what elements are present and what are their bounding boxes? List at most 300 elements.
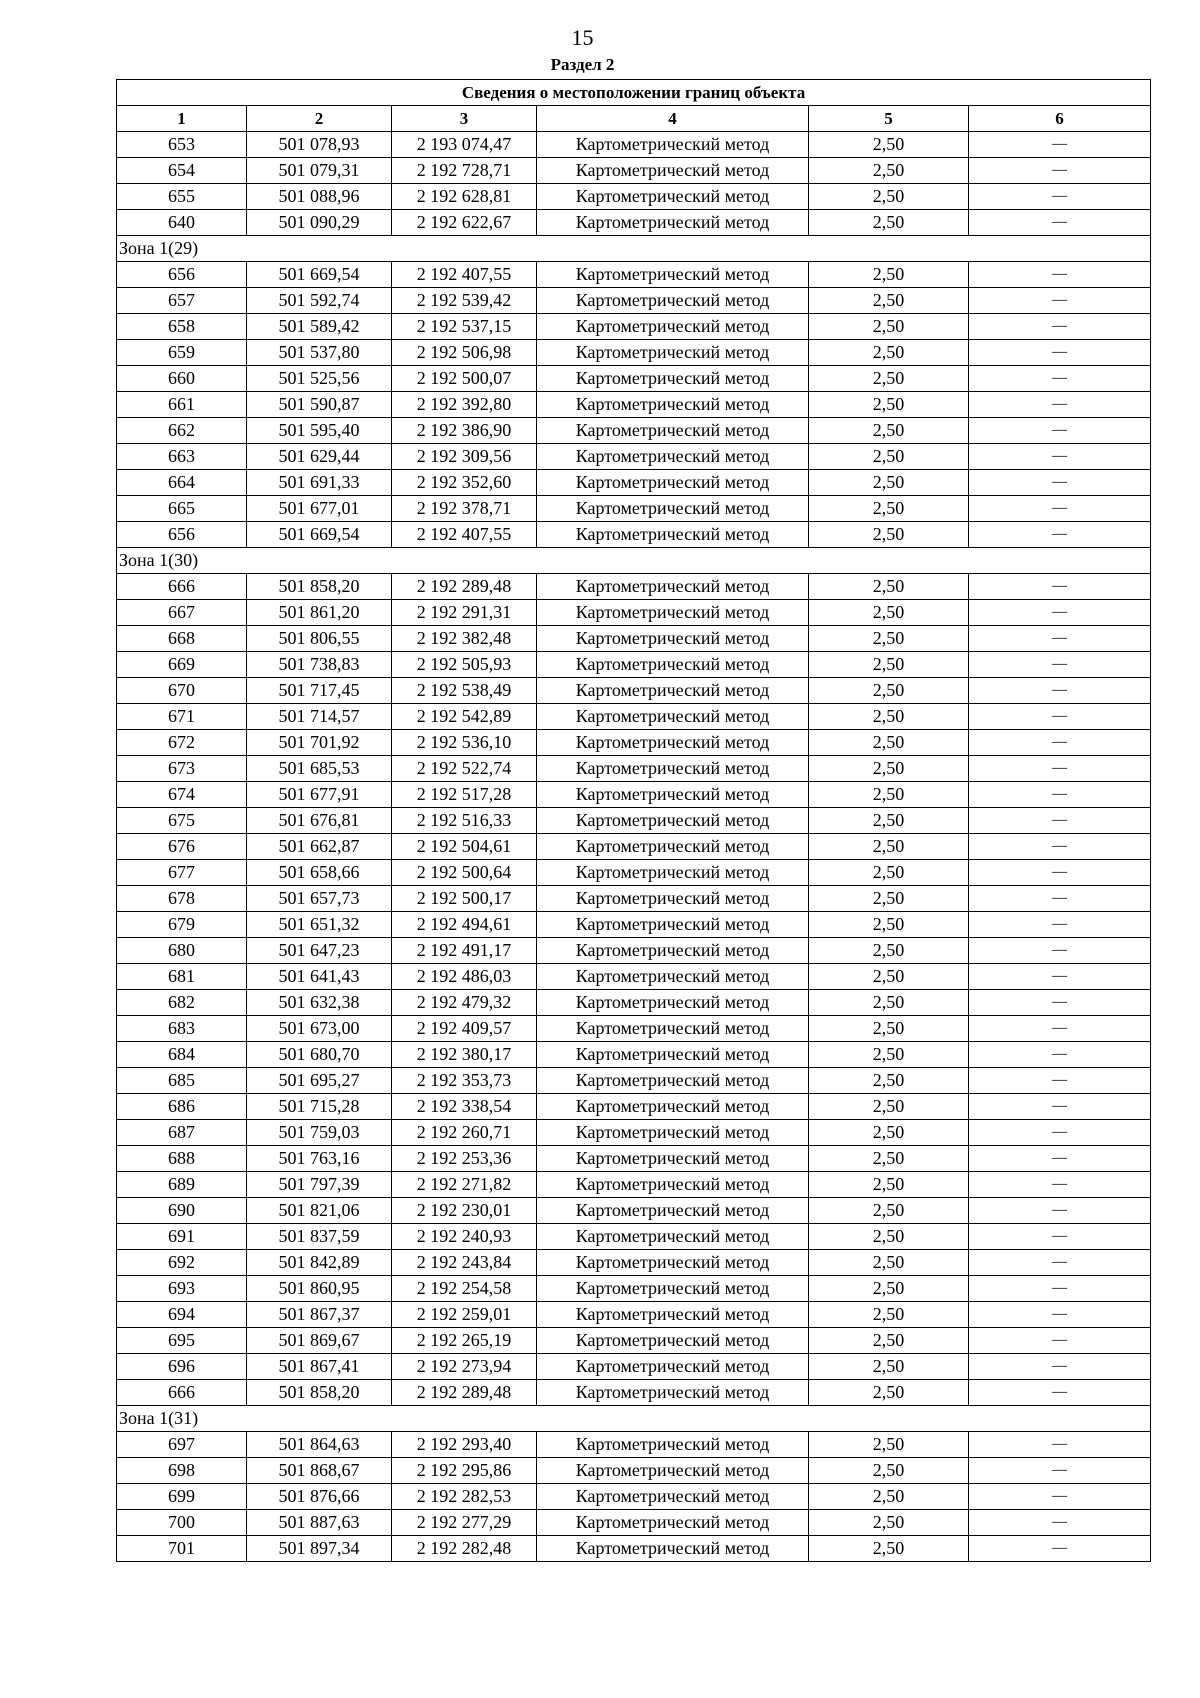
x-coordinate-cell: 501 842,89: [247, 1250, 392, 1276]
description-cell: —: [969, 730, 1151, 756]
description-cell: —: [969, 1016, 1151, 1042]
table-row: [117, 1198, 1151, 1224]
accuracy-cell: 2,50: [809, 652, 969, 678]
y-coordinate-cell: 2 192 338,54: [392, 1094, 537, 1120]
description-cell: —: [969, 652, 1151, 678]
description-cell: —: [969, 1276, 1151, 1302]
y-coordinate-cell: 2 192 542,89: [392, 704, 537, 730]
table-row: [117, 1120, 1151, 1146]
column-header: 6: [969, 106, 1151, 132]
description-cell: —: [969, 600, 1151, 626]
table-row: [117, 912, 1151, 938]
accuracy-cell: 2,50: [809, 860, 969, 886]
description-cell: —: [969, 574, 1151, 600]
method-cell: Картометрический метод: [537, 1484, 809, 1510]
method-cell: Картометрический метод: [537, 132, 809, 158]
point-number-cell: 657: [117, 288, 247, 314]
accuracy-cell: 2,50: [809, 1250, 969, 1276]
method-cell: Картометрический метод: [537, 1432, 809, 1458]
accuracy-cell: 2,50: [809, 1198, 969, 1224]
accuracy-cell: 2,50: [809, 1432, 969, 1458]
accuracy-cell: 2,50: [809, 678, 969, 704]
point-number-cell: 669: [117, 652, 247, 678]
point-number-cell: 668: [117, 626, 247, 652]
x-coordinate-cell: 501 629,44: [247, 444, 392, 470]
accuracy-cell: 2,50: [809, 158, 969, 184]
method-cell: Картометрический метод: [537, 1172, 809, 1198]
point-number-cell: 681: [117, 964, 247, 990]
method-cell: Картометрический метод: [537, 1068, 809, 1094]
table-row: [117, 1172, 1151, 1198]
accuracy-cell: 2,50: [809, 834, 969, 860]
table-row: [117, 938, 1151, 964]
table-row: [117, 1250, 1151, 1276]
description-cell: —: [969, 158, 1151, 184]
accuracy-cell: 2,50: [809, 1120, 969, 1146]
point-number-cell: 678: [117, 886, 247, 912]
point-number-cell: 655: [117, 184, 247, 210]
y-coordinate-cell: 2 192 539,42: [392, 288, 537, 314]
x-coordinate-cell: 501 717,45: [247, 678, 392, 704]
point-number-cell: 654: [117, 158, 247, 184]
y-coordinate-cell: 2 192 494,61: [392, 912, 537, 938]
description-cell: —: [969, 444, 1151, 470]
point-number-cell: 677: [117, 860, 247, 886]
y-coordinate-cell: 2 192 378,71: [392, 496, 537, 522]
point-number-cell: 656: [117, 522, 247, 548]
accuracy-cell: 2,50: [809, 1484, 969, 1510]
method-cell: Картометрический метод: [537, 1094, 809, 1120]
method-cell: Картометрический метод: [537, 600, 809, 626]
x-coordinate-cell: 501 525,56: [247, 366, 392, 392]
point-number-cell: 697: [117, 1432, 247, 1458]
y-coordinate-cell: 2 192 392,80: [392, 392, 537, 418]
table-row: [117, 158, 1151, 184]
point-number-cell: 696: [117, 1354, 247, 1380]
accuracy-cell: 2,50: [809, 288, 969, 314]
point-number-cell: 682: [117, 990, 247, 1016]
accuracy-cell: 2,50: [809, 1094, 969, 1120]
method-cell: Картометрический метод: [537, 288, 809, 314]
point-number-cell: 685: [117, 1068, 247, 1094]
description-cell: —: [969, 886, 1151, 912]
accuracy-cell: 2,50: [809, 210, 969, 236]
x-coordinate-cell: 501 691,33: [247, 470, 392, 496]
x-coordinate-cell: 501 590,87: [247, 392, 392, 418]
y-coordinate-cell: 2 192 277,29: [392, 1510, 537, 1536]
accuracy-cell: 2,50: [809, 184, 969, 210]
y-coordinate-cell: 2 192 230,01: [392, 1198, 537, 1224]
method-cell: Картометрический метод: [537, 912, 809, 938]
table-row: [117, 1042, 1151, 1068]
description-cell: —: [969, 1484, 1151, 1510]
y-coordinate-cell: 2 192 538,49: [392, 678, 537, 704]
point-number-cell: 691: [117, 1224, 247, 1250]
x-coordinate-cell: 501 876,66: [247, 1484, 392, 1510]
description-cell: —: [969, 1120, 1151, 1146]
description-cell: —: [969, 704, 1151, 730]
table-row: [117, 678, 1151, 704]
y-coordinate-cell: 2 192 506,98: [392, 340, 537, 366]
zone-row: [117, 236, 1151, 262]
description-cell: —: [969, 1224, 1151, 1250]
x-coordinate-cell: 501 837,59: [247, 1224, 392, 1250]
x-coordinate-cell: 501 673,00: [247, 1016, 392, 1042]
description-cell: —: [969, 1354, 1151, 1380]
table-row: [117, 704, 1151, 730]
table-row: [117, 1016, 1151, 1042]
y-coordinate-cell: 2 192 282,48: [392, 1536, 537, 1562]
y-coordinate-cell: 2 192 407,55: [392, 522, 537, 548]
y-coordinate-cell: 2 192 407,55: [392, 262, 537, 288]
accuracy-cell: 2,50: [809, 990, 969, 1016]
table-title: Сведения о местоположении границ объекта: [117, 80, 1151, 106]
x-coordinate-cell: 501 867,37: [247, 1302, 392, 1328]
method-cell: Картометрический метод: [537, 860, 809, 886]
method-cell: Картометрический метод: [537, 574, 809, 600]
x-coordinate-cell: 501 079,31: [247, 158, 392, 184]
method-cell: Картометрический метод: [537, 444, 809, 470]
table-row: [117, 1510, 1151, 1536]
accuracy-cell: 2,50: [809, 522, 969, 548]
y-coordinate-cell: 2 192 409,57: [392, 1016, 537, 1042]
table-row: [117, 964, 1151, 990]
description-cell: —: [969, 132, 1151, 158]
description-cell: —: [969, 1198, 1151, 1224]
x-coordinate-cell: 501 537,80: [247, 340, 392, 366]
x-coordinate-cell: 501 589,42: [247, 314, 392, 340]
description-cell: —: [969, 834, 1151, 860]
point-number-cell: 693: [117, 1276, 247, 1302]
y-coordinate-cell: 2 192 386,90: [392, 418, 537, 444]
accuracy-cell: 2,50: [809, 1510, 969, 1536]
x-coordinate-cell: 501 869,67: [247, 1328, 392, 1354]
y-coordinate-cell: 2 192 479,32: [392, 990, 537, 1016]
point-number-cell: 699: [117, 1484, 247, 1510]
description-cell: —: [969, 756, 1151, 782]
point-number-cell: 674: [117, 782, 247, 808]
method-cell: Картометрический метод: [537, 1120, 809, 1146]
y-coordinate-cell: 2 192 500,17: [392, 886, 537, 912]
method-cell: Картометрический метод: [537, 496, 809, 522]
y-coordinate-cell: 2 192 622,67: [392, 210, 537, 236]
point-number-cell: 659: [117, 340, 247, 366]
point-number-cell: 661: [117, 392, 247, 418]
table-row: [117, 314, 1151, 340]
point-number-cell: 656: [117, 262, 247, 288]
table-title-row: [117, 80, 1151, 106]
point-number-cell: 658: [117, 314, 247, 340]
description-cell: —: [969, 496, 1151, 522]
y-coordinate-cell: 2 192 517,28: [392, 782, 537, 808]
accuracy-cell: 2,50: [809, 262, 969, 288]
table-row: [117, 470, 1151, 496]
accuracy-cell: 2,50: [809, 1224, 969, 1250]
description-cell: —: [969, 418, 1151, 444]
table-row: [117, 366, 1151, 392]
method-cell: Картометрический метод: [537, 158, 809, 184]
method-cell: Картометрический метод: [537, 1458, 809, 1484]
x-coordinate-cell: 501 088,96: [247, 184, 392, 210]
accuracy-cell: 2,50: [809, 808, 969, 834]
table-row: [117, 392, 1151, 418]
accuracy-cell: 2,50: [809, 444, 969, 470]
point-number-cell: 701: [117, 1536, 247, 1562]
accuracy-cell: 2,50: [809, 1068, 969, 1094]
table-row: [117, 522, 1151, 548]
method-cell: Картометрический метод: [537, 1042, 809, 1068]
method-cell: Картометрический метод: [537, 340, 809, 366]
method-cell: Картометрический метод: [537, 1224, 809, 1250]
x-coordinate-cell: 501 662,87: [247, 834, 392, 860]
y-coordinate-cell: 2 192 289,48: [392, 1380, 537, 1406]
description-cell: —: [969, 470, 1151, 496]
accuracy-cell: 2,50: [809, 340, 969, 366]
table-row: [117, 262, 1151, 288]
x-coordinate-cell: 501 701,92: [247, 730, 392, 756]
column-header: 2: [247, 106, 392, 132]
description-cell: —: [969, 1536, 1151, 1562]
description-cell: —: [969, 1094, 1151, 1120]
accuracy-cell: 2,50: [809, 1458, 969, 1484]
x-coordinate-cell: 501 090,29: [247, 210, 392, 236]
method-cell: Картометрический метод: [537, 834, 809, 860]
x-coordinate-cell: 501 714,57: [247, 704, 392, 730]
y-coordinate-cell: 2 192 522,74: [392, 756, 537, 782]
table-row: [117, 990, 1151, 1016]
description-cell: —: [969, 1302, 1151, 1328]
point-number-cell: 665: [117, 496, 247, 522]
accuracy-cell: 2,50: [809, 574, 969, 600]
method-cell: Картометрический метод: [537, 626, 809, 652]
method-cell: Картометрический метод: [537, 652, 809, 678]
y-coordinate-cell: 2 192 253,36: [392, 1146, 537, 1172]
table-row: [117, 1276, 1151, 1302]
method-cell: Картометрический метод: [537, 704, 809, 730]
method-cell: Картометрический метод: [537, 1302, 809, 1328]
accuracy-cell: 2,50: [809, 600, 969, 626]
description-cell: —: [969, 288, 1151, 314]
y-coordinate-cell: 2 192 291,31: [392, 600, 537, 626]
accuracy-cell: 2,50: [809, 470, 969, 496]
x-coordinate-cell: 501 641,43: [247, 964, 392, 990]
method-cell: Картометрический метод: [537, 262, 809, 288]
y-coordinate-cell: 2 192 254,58: [392, 1276, 537, 1302]
y-coordinate-cell: 2 192 537,15: [392, 314, 537, 340]
method-cell: Картометрический метод: [537, 418, 809, 444]
y-coordinate-cell: 2 192 382,48: [392, 626, 537, 652]
method-cell: Картометрический метод: [537, 1198, 809, 1224]
point-number-cell: 686: [117, 1094, 247, 1120]
method-cell: Картометрический метод: [537, 730, 809, 756]
description-cell: —: [969, 184, 1151, 210]
y-coordinate-cell: 2 192 536,10: [392, 730, 537, 756]
accuracy-cell: 2,50: [809, 730, 969, 756]
x-coordinate-cell: 501 806,55: [247, 626, 392, 652]
description-cell: —: [969, 522, 1151, 548]
zone-label: Зона 1(30): [117, 548, 1151, 574]
method-cell: Картометрический метод: [537, 782, 809, 808]
method-cell: Картометрический метод: [537, 1276, 809, 1302]
x-coordinate-cell: 501 858,20: [247, 574, 392, 600]
y-coordinate-cell: 2 192 486,03: [392, 964, 537, 990]
table-row: [117, 1536, 1151, 1562]
method-cell: Картометрический метод: [537, 808, 809, 834]
table-row: [117, 1380, 1151, 1406]
point-number-cell: 664: [117, 470, 247, 496]
x-coordinate-cell: 501 669,54: [247, 522, 392, 548]
accuracy-cell: 2,50: [809, 626, 969, 652]
table-row: [117, 626, 1151, 652]
x-coordinate-cell: 501 897,34: [247, 1536, 392, 1562]
method-cell: Картометрический метод: [537, 1354, 809, 1380]
accuracy-cell: 2,50: [809, 912, 969, 938]
table-row: [117, 210, 1151, 236]
table-row: [117, 340, 1151, 366]
table-row: [117, 652, 1151, 678]
column-header: 1: [117, 106, 247, 132]
description-cell: —: [969, 314, 1151, 340]
zone-row: [117, 548, 1151, 574]
zone-label: Зона 1(29): [117, 236, 1151, 262]
table-row: [117, 600, 1151, 626]
accuracy-cell: 2,50: [809, 496, 969, 522]
method-cell: Картометрический метод: [537, 678, 809, 704]
y-coordinate-cell: 2 192 295,86: [392, 1458, 537, 1484]
point-number-cell: 666: [117, 574, 247, 600]
point-number-cell: 700: [117, 1510, 247, 1536]
point-number-cell: 671: [117, 704, 247, 730]
y-coordinate-cell: 2 192 273,94: [392, 1354, 537, 1380]
method-cell: Картометрический метод: [537, 756, 809, 782]
description-cell: —: [969, 1068, 1151, 1094]
page-number: 15: [571, 25, 594, 50]
accuracy-cell: 2,50: [809, 1354, 969, 1380]
table-row: [117, 574, 1151, 600]
accuracy-cell: 2,50: [809, 1276, 969, 1302]
section-title: Раздел 2: [550, 55, 615, 74]
x-coordinate-cell: 501 861,20: [247, 600, 392, 626]
description-cell: —: [969, 1432, 1151, 1458]
point-number-cell: 683: [117, 1016, 247, 1042]
point-number-cell: 670: [117, 678, 247, 704]
y-coordinate-cell: 2 192 491,17: [392, 938, 537, 964]
accuracy-cell: 2,50: [809, 366, 969, 392]
method-cell: Картометрический метод: [537, 470, 809, 496]
description-cell: —: [969, 912, 1151, 938]
accuracy-cell: 2,50: [809, 704, 969, 730]
point-number-cell: 688: [117, 1146, 247, 1172]
y-coordinate-cell: 2 192 628,81: [392, 184, 537, 210]
point-number-cell: 667: [117, 600, 247, 626]
method-cell: Картометрический метод: [537, 1146, 809, 1172]
description-cell: —: [969, 938, 1151, 964]
accuracy-cell: 2,50: [809, 782, 969, 808]
method-cell: Картометрический метод: [537, 1510, 809, 1536]
x-coordinate-cell: 501 685,53: [247, 756, 392, 782]
accuracy-cell: 2,50: [809, 1380, 969, 1406]
column-header: 4: [537, 106, 809, 132]
method-cell: Картометрический метод: [537, 1250, 809, 1276]
table-body: [117, 132, 1151, 1562]
table-row: [117, 1458, 1151, 1484]
point-number-cell: 666: [117, 1380, 247, 1406]
description-cell: —: [969, 1146, 1151, 1172]
y-coordinate-cell: 2 192 259,01: [392, 1302, 537, 1328]
method-cell: Картометрический метод: [537, 522, 809, 548]
description-cell: —: [969, 1328, 1151, 1354]
point-number-cell: 689: [117, 1172, 247, 1198]
y-coordinate-cell: 2 192 282,53: [392, 1484, 537, 1510]
method-cell: Картометрический метод: [537, 1380, 809, 1406]
point-number-cell: 684: [117, 1042, 247, 1068]
accuracy-cell: 2,50: [809, 1172, 969, 1198]
zone-row: [117, 1406, 1151, 1432]
table-row: [117, 132, 1151, 158]
x-coordinate-cell: 501 651,32: [247, 912, 392, 938]
x-coordinate-cell: 501 763,16: [247, 1146, 392, 1172]
description-cell: —: [969, 678, 1151, 704]
method-cell: Картометрический метод: [537, 184, 809, 210]
accuracy-cell: 2,50: [809, 1536, 969, 1562]
description-cell: —: [969, 1510, 1151, 1536]
table-row: [117, 886, 1151, 912]
y-coordinate-cell: 2 192 309,56: [392, 444, 537, 470]
accuracy-cell: 2,50: [809, 314, 969, 340]
description-cell: —: [969, 262, 1151, 288]
x-coordinate-cell: 501 860,95: [247, 1276, 392, 1302]
y-coordinate-cell: 2 193 074,47: [392, 132, 537, 158]
description-cell: —: [969, 782, 1151, 808]
x-coordinate-cell: 501 677,01: [247, 496, 392, 522]
accuracy-cell: 2,50: [809, 1328, 969, 1354]
accuracy-cell: 2,50: [809, 392, 969, 418]
description-cell: —: [969, 1250, 1151, 1276]
x-coordinate-cell: 501 595,40: [247, 418, 392, 444]
accuracy-cell: 2,50: [809, 418, 969, 444]
table-row: [117, 1224, 1151, 1250]
description-cell: —: [969, 860, 1151, 886]
point-number-cell: 663: [117, 444, 247, 470]
y-coordinate-cell: 2 192 243,84: [392, 1250, 537, 1276]
x-coordinate-cell: 501 657,73: [247, 886, 392, 912]
accuracy-cell: 2,50: [809, 1302, 969, 1328]
table-header: [117, 80, 1151, 132]
description-cell: —: [969, 964, 1151, 990]
y-coordinate-cell: 2 192 500,64: [392, 860, 537, 886]
point-number-cell: 679: [117, 912, 247, 938]
x-coordinate-cell: 501 680,70: [247, 1042, 392, 1068]
boundary-coordinates-table: [116, 79, 1151, 1562]
point-number-cell: 653: [117, 132, 247, 158]
point-number-cell: 640: [117, 210, 247, 236]
description-cell: —: [969, 1380, 1151, 1406]
point-number-cell: 690: [117, 1198, 247, 1224]
point-number-cell: 675: [117, 808, 247, 834]
method-cell: Картометрический метод: [537, 990, 809, 1016]
table-row: [117, 1302, 1151, 1328]
point-number-cell: 698: [117, 1458, 247, 1484]
description-cell: —: [969, 808, 1151, 834]
description-cell: —: [969, 340, 1151, 366]
point-number-cell: 695: [117, 1328, 247, 1354]
table-row: [117, 808, 1151, 834]
accuracy-cell: 2,50: [809, 756, 969, 782]
x-coordinate-cell: 501 715,28: [247, 1094, 392, 1120]
table-row: [117, 1354, 1151, 1380]
x-coordinate-cell: 501 867,41: [247, 1354, 392, 1380]
table-row: [117, 756, 1151, 782]
